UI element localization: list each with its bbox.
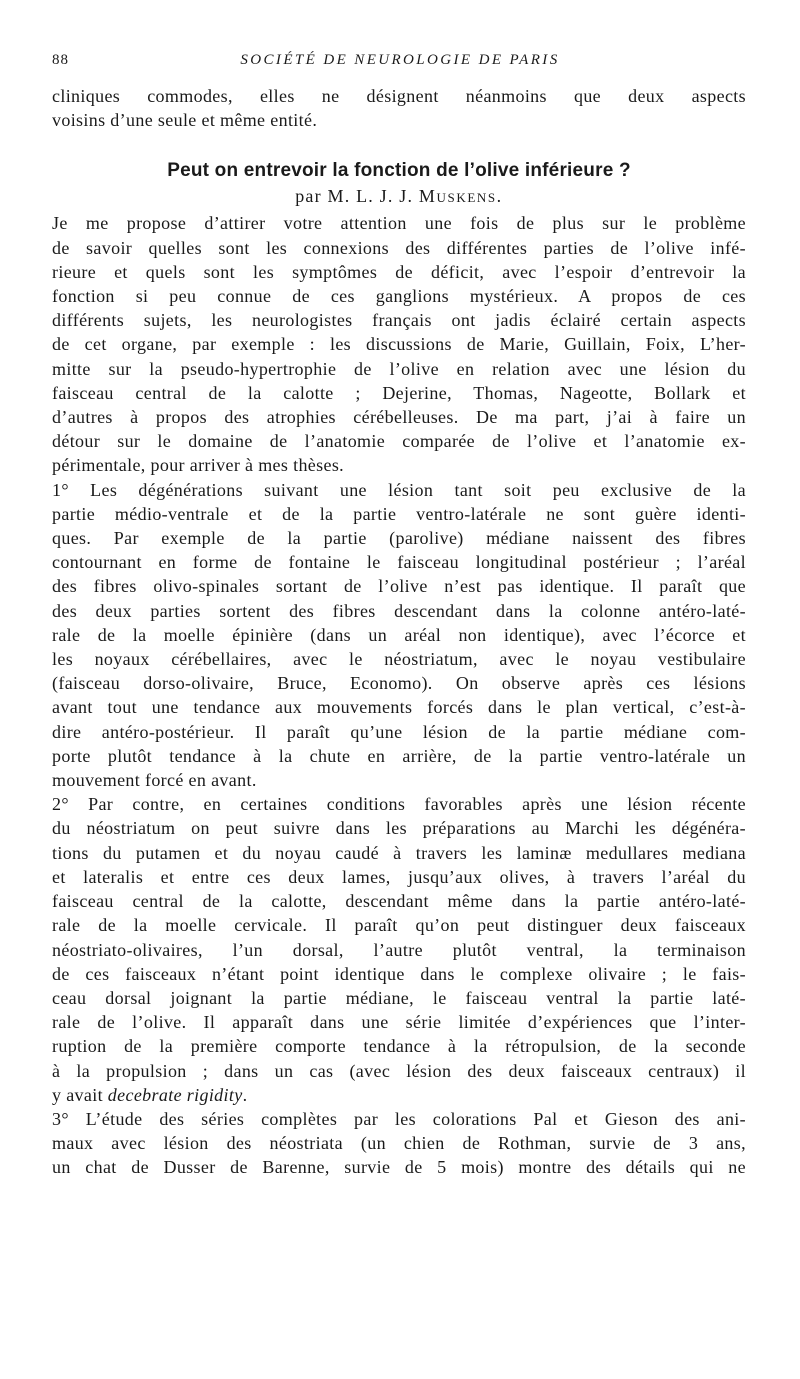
text-line: 1° Les dégénérations suivant une lésion tant soit peu exclusive de la xyxy=(52,479,746,500)
paragraph-2 xyxy=(52,478,746,793)
text-line: rale de la moelle cervicale. Il paraît qu’on peut distinguer deux faisceaux xyxy=(52,915,746,936)
text-line: dire antéro-postérieur. Il paraît qu’une lésion de la partie médiane com- xyxy=(52,721,746,742)
text-line: des deux parties sortent des fibres descendant dans la colonne antéro-laté- xyxy=(52,600,746,621)
text-line: rale de la moelle épinière (dans un aréal non identique), avec l’écorce et xyxy=(52,624,746,645)
text-line: Je me propose d’attirer votre attention une fois de plus sur le problème xyxy=(52,213,746,234)
text-line: détour sur le domaine de l’anatomie comparée de l’olive et l’anatomie ex- xyxy=(52,431,746,452)
text-line: périmentale, pour arriver à mes thèses. xyxy=(52,455,345,476)
text-line: mouvement forcé en avant. xyxy=(52,770,257,791)
text-line: cliniques commodes, elles ne désignent néanmoins que deux aspects xyxy=(52,86,746,106)
body-text xyxy=(52,84,746,1180)
text-line: (faisceau dorso-olivaire, Bruce, Economo). On observe après ces lésions xyxy=(52,673,746,694)
text-line: de ces faisceaux n’étant point identique dans le complexe olivaire ; le fais- xyxy=(52,963,746,984)
italic-term: decebrate rigidity xyxy=(107,1084,243,1105)
text-line: d’autres à propos des atrophies cérébelleuses. De ma part, j’ai à faire un xyxy=(52,407,746,428)
text-line: faisceau central de la calotte, descendant même dans la partie antéro-laté- xyxy=(52,891,746,912)
text-line: partie médio-ventrale et de la partie ventro-latérale ne sont guère identi- xyxy=(52,503,746,524)
text-line xyxy=(52,1083,746,1107)
text-line: porte plutôt tendance à la chute en arrière, de la partie ventro-latérale un xyxy=(52,745,746,766)
text-line: un chat de Dusser de Barenne, survie de 5 mois) montre des détails qui ne xyxy=(52,1157,746,1178)
text-line: de savoir quelles sont les connexions des différentes parties de l’olive infé- xyxy=(52,237,746,258)
author-line xyxy=(52,183,746,209)
text-line: du néostriatum on peut suivre dans les préparations au Marchi les dégénéra- xyxy=(52,818,746,839)
author-name: Muskens. xyxy=(418,186,503,207)
paragraph-4 xyxy=(52,1107,746,1180)
paragraph-3 xyxy=(52,792,746,1107)
intro-paragraph xyxy=(52,84,746,132)
text-line: maux avec lésion des néostriata (un chien de Rothman, survie de 3 ans, xyxy=(52,1133,746,1154)
text-fragment: y avait xyxy=(52,1084,103,1105)
text-line: différents sujets, les neurologistes français ont jadis éclairé certain aspects xyxy=(52,310,746,331)
text-line: 3° L’étude des séries complètes par les colorations Pal et Gieson des ani- xyxy=(52,1108,746,1129)
running-title: SOCIÉTÉ DE NEUROLOGIE DE PARIS xyxy=(240,52,560,68)
text-line: les noyaux cérébellaires, avec le néostriatum, avec le noyau vestibulaire xyxy=(52,649,746,670)
text-line: voisins d’une seule et même entité. xyxy=(52,110,318,131)
text-line: ruption de la première comporte tendance à la rétropulsion, de la seconde xyxy=(52,1036,746,1057)
running-head xyxy=(52,52,748,74)
text-line: de cet organe, par exemple : les discussions de Marie, Guillain, Foix, L’her- xyxy=(52,334,746,355)
article-title: Peut on entrevoir la fonction de l’olive inférieure ? xyxy=(167,160,631,182)
text-line: à la propulsion ; dans un cas (avec lésion des deux faisceaux centraux) il xyxy=(52,1060,746,1081)
text-line: des fibres olivo-spinales sortant de l’olive n’est pas identique. Il paraît que xyxy=(52,576,746,597)
text-line: et lateralis et entre ces deux lames, jusqu’aux olives, à travers l’aréal du xyxy=(52,866,746,887)
text-line: 2° Par contre, en certaines conditions favorables après une lésion récente xyxy=(52,794,746,815)
text-line: avant tout une tendance aux mouvements forcés dans le plan vertical, c’est-à- xyxy=(52,697,746,718)
text-fragment: . xyxy=(242,1084,248,1105)
text-line: néostriato-olivaires, l’un dorsal, l’autre plutôt ventral, la terminaison xyxy=(52,939,746,960)
text-line: rale de l’olive. Il apparaît dans une série limitée d’expériences que l’inter- xyxy=(52,1012,746,1033)
page-number: 88 xyxy=(52,52,69,68)
text-line: fonction si peu connue de ces ganglions mystérieux. A propos de ces xyxy=(52,286,746,307)
text-line: tions du putamen et du noyau caudé à travers les laminæ medullares mediana xyxy=(52,842,746,863)
author-prefix: par M. L. J. J. xyxy=(295,186,414,207)
paragraph-1 xyxy=(52,211,746,477)
text-line: rieure et quels sont les symptômes de déficit, avec l’espoir d’entrevoir la xyxy=(52,261,746,282)
text-line: contournant en forme de fontaine le faisceau longitudinal postérieur ; l’aréal xyxy=(52,552,746,573)
text-line: ques. Par exemple de la partie (parolive) médiane naissent des fibres xyxy=(52,528,746,549)
text-line: ceau dorsal joignant la partie médiane, le faisceau ventral la partie laté- xyxy=(52,987,746,1008)
text-line: mitte sur la pseudo-hypertrophie de l’olive en relation avec une lésion du xyxy=(52,358,746,379)
text-line: faisceau central de la calotte ; Dejerine, Thomas, Nageotte, Bollark et xyxy=(52,382,746,403)
